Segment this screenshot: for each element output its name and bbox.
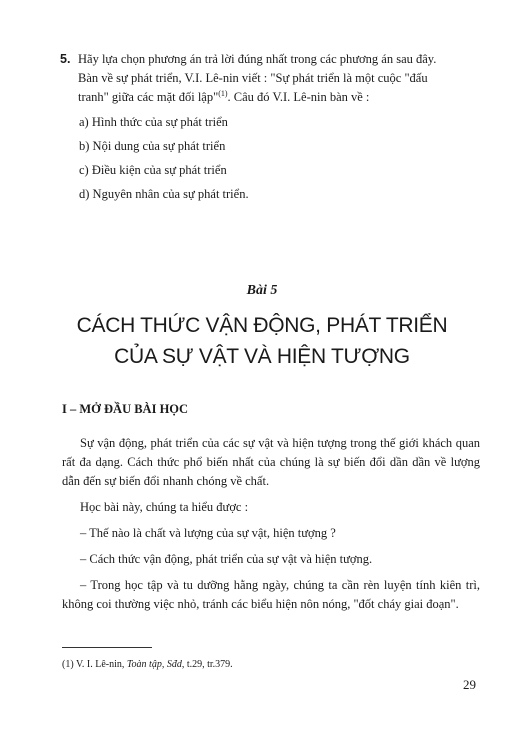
objective-2: – Cách thức vận động, phát triển của sự vật và hiện tượng. [80,552,373,566]
option-a: a) Hình thức của sự phát triển [79,115,228,129]
lesson-label: Bài 5 [246,283,278,298]
question-number: 5. [60,52,71,66]
footnote-ref: (1) [218,88,228,98]
section-heading: I – MỞ ĐẦU BÀI HỌC [62,402,189,416]
option-c: c) Điều kiện của sự phát triển [79,163,227,177]
question-line-3-end: . Câu đó V.I. Lê-nin bàn về : [227,90,370,104]
footnote-divider [62,647,152,648]
question-text [78,50,482,107]
option-b: b) Nội dung của sự phát triển [79,139,226,153]
intro-paragraph: Sự vận động, phát triển của các sự vật và hiện tượng trong thế giới khách quan rất đa dạng. Cách thức phổ biến nhất của chúng là sự biến đổi dần dần về lượng dẫn đến sự biến đổi nhanh chóng về chất. [62,436,480,488]
page-number: 29 [463,677,476,692]
question-line-1: Hãy lựa chọn phương án trả lời đúng nhất trong các phương án sau đây. [78,52,437,66]
footnote-work: Toàn tập, Sđd [126,659,182,670]
objective-1: – Thế nào là chất và lượng của sự vật, hiện tượng ? [80,526,336,540]
question-line-3-text: tranh" giữa các mặt đối lập" [78,90,219,104]
objective-3: – Trong học tập và tu dưỡng hằng ngày, chúng ta cần rèn luyện tính kiên trì, không coi thường việc nhỏ, tránh các biểu hiện nôn nóng, "đốt cháy giai đoạn". [62,578,480,611]
question-line-3 [78,88,482,107]
question-5 [62,50,482,107]
footnote [62,659,233,670]
footnote-source: (1) V. I. Lê-nin, [62,659,127,670]
lesson-title-line-1: CÁCH THỨC VẬN ĐỘNG, PHÁT TRIỂN [76,314,448,337]
option-d: d) Nguyên nhân của sự phát triển. [79,187,249,201]
lesson-title-line-2: CỦA SỰ VẬT VÀ HIỆN TƯỢNG [114,345,410,368]
footnote-pages: , t.29, tr.379. [181,659,233,670]
question-line-2: Bàn về sự phát triển, V.I. Lê-nin viết : "Sự phát triển là một cuộc "đấu [78,71,428,85]
learning-intro: Học bài này, chúng ta hiểu được : [80,500,249,514]
